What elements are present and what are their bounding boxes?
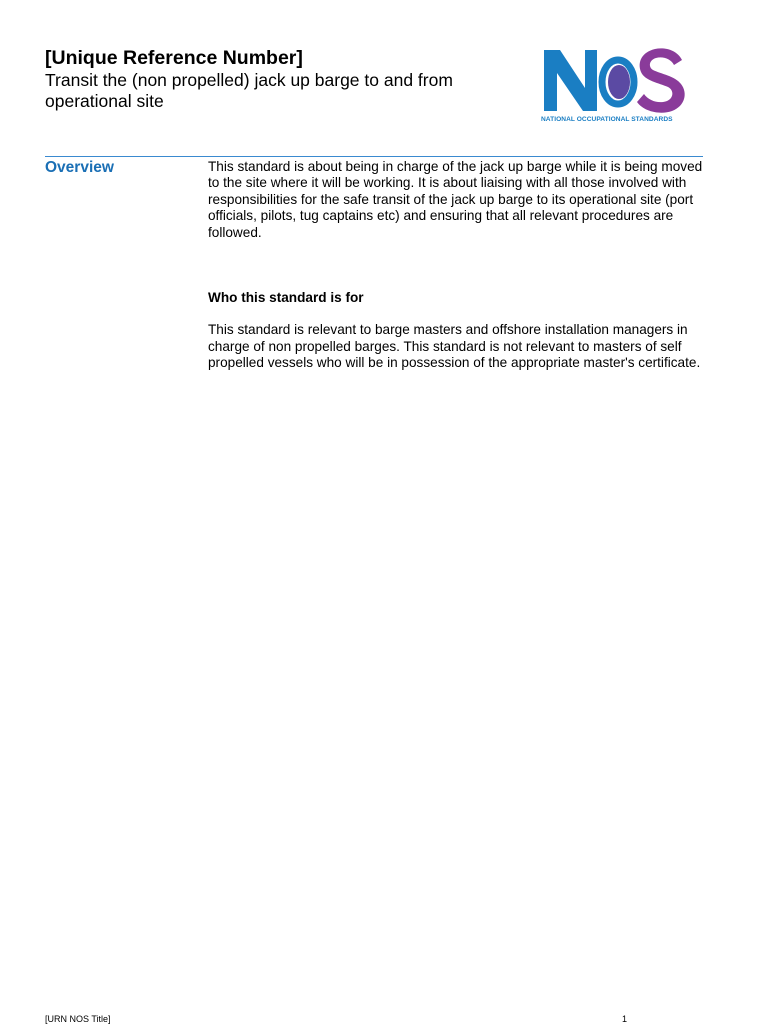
nos-logo (541, 44, 691, 128)
overview-paragraph: This standard is about being in charge of the jack up barge while it is being moved to the site where it will be working. It is about liaising with all those involved with responsibilities for the safe transit of the jack up barge to its operational site (port officials, pilots, tug captains etc) and ensuring that all relevant procedures are followed. (208, 159, 703, 240)
standard-title-line-2: operational site (45, 91, 164, 111)
section-divider (45, 156, 703, 157)
unique-reference-number: [Unique Reference Number] (45, 47, 303, 69)
logo-letter-s (637, 48, 685, 112)
who-this-standard-is-for-paragraph: This standard is relevant to barge masters and offshore installation managers in charge of non propelled barges. This standard is not relevant to masters of self propelled vessels who will be in possession of the appropriate master's certificate. (208, 322, 701, 371)
logo-letter-n (544, 50, 597, 111)
overview-content (208, 159, 703, 372)
nos-logo-mark (541, 44, 691, 116)
page-number: 1 (622, 1014, 628, 1024)
logo-caption: NATIONAL OCCUPATIONAL STANDARDS (541, 116, 673, 123)
standard-title-line-1: Transit the (non propelled) jack up barge to and from (45, 70, 453, 90)
footer-title: [URN NOS Title] (45, 1014, 111, 1024)
section-label-overview: Overview (45, 159, 114, 176)
document-header (45, 46, 505, 112)
who-this-standard-is-for-heading: Who this standard is for (208, 290, 364, 306)
logo-letter-o-dot (608, 65, 630, 99)
